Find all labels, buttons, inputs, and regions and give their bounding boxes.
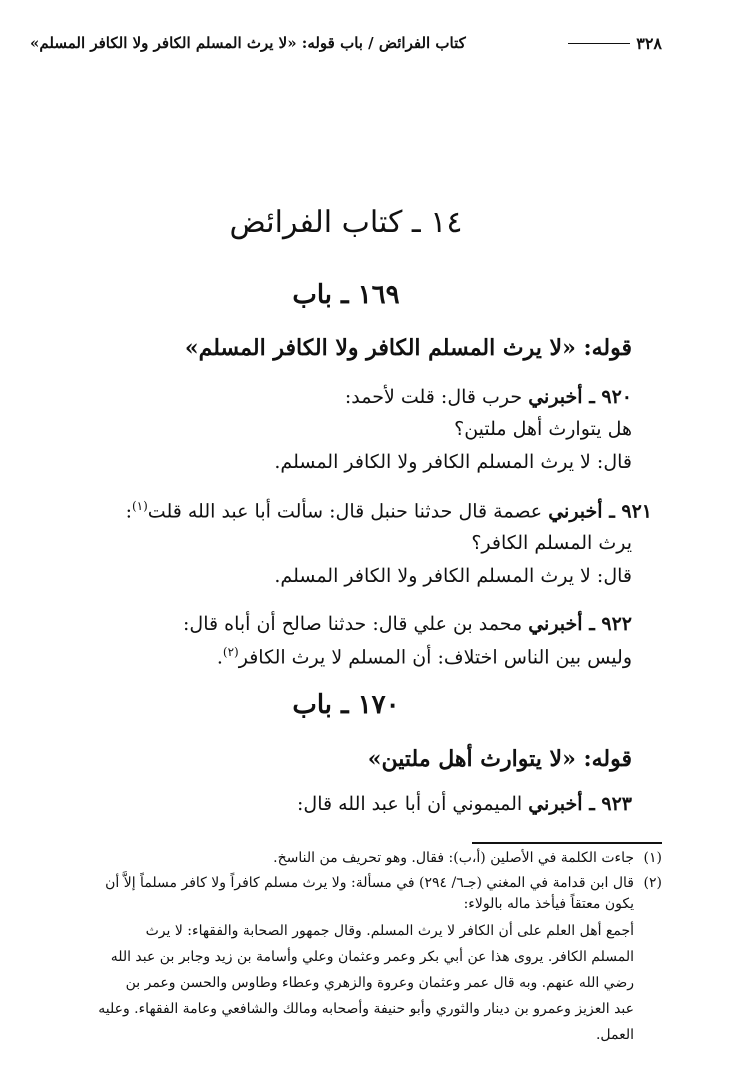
chapter-heading-169: ١٦٩ ـ باب <box>292 280 400 310</box>
footnote-text: قال ابن قدامة في المغني (جـ٦/ ٢٩٤) في مسألة: ولا يرث مسلم كافراً ولا كافر مسلماً إلاَّ أن <box>105 875 634 891</box>
footnote-2-line-5: رضي الله عنهم. وبه قال عمر وعثمان وعروة والزهري وعطاء وطاوس والحسن وعمر بن <box>125 975 634 991</box>
footnote-number: (٢) <box>643 875 662 891</box>
footnote-text: جاءت الكلمة في الأصلين (أ،ب): فقال. وهو تحريف من الناسخ. <box>273 850 634 866</box>
narration-922-line-2 <box>217 645 632 668</box>
footnote-2-line-4: المسلم الكافر. يروى هذا عن أبي بكر وعمر وعثمان وعلي وأسامة بن زيد وجابر بن عبد الله <box>110 949 634 965</box>
running-title: كتاب الفرائض / باب قوله: «لا يرث المسلم الكافر ولا الكافر المسلم» <box>30 34 466 52</box>
narration-number: ٩٢٠ <box>601 386 632 408</box>
footnote-1 <box>30 846 662 870</box>
narration-dash: ـ <box>582 386 602 408</box>
narration-920-line-1 <box>345 386 632 408</box>
narration-text: وليس بين الناس اختلاف: أن المسلم لا يرث الكافر <box>238 646 632 669</box>
narration-opening: أخبرني <box>548 500 603 523</box>
narration-920-line-2: هل يتوارث أهل ملتين؟ <box>454 418 632 440</box>
punctuation: . <box>216 646 223 669</box>
header-rule <box>568 43 630 44</box>
narration-923-line-1 <box>297 793 632 815</box>
book-page <box>30 20 662 1070</box>
narration-number: ٩٢٢ <box>601 613 632 635</box>
narration-number: ٩٢٣ <box>601 793 632 815</box>
narration-dash: ـ <box>602 500 622 523</box>
book-title: ١٤ ـ كتاب الفرائض <box>229 205 463 240</box>
chapter-heading-170: ١٧٠ ـ باب <box>292 690 400 720</box>
narration-opening: أخبرني <box>528 386 583 408</box>
footnote-2-line-3: أجمع أهل العلم على أن الكافر لا يرث المسلم. وقال جمهور الصحابة والفقهاء: لا يرث <box>145 923 634 939</box>
footnote-ref-1[interactable]: (١) <box>131 499 148 513</box>
running-header <box>30 26 662 60</box>
footnote-ref-2[interactable]: (٢) <box>222 645 239 659</box>
footnote-2-line-6: عبد العزيز وعمرو بن دينار والثوري وأبو حنيفة وأصحابه ومالك والشافعي وعامة الفقهاء. وعليه <box>98 1001 634 1017</box>
footnote-separator <box>472 842 662 844</box>
narration-921-line-2: يرث المسلم الكافر؟ <box>471 532 632 554</box>
narration-922-line-1 <box>183 613 632 635</box>
footnote-2 <box>30 871 662 895</box>
narration-text: حرب قال: قلت لأحمد: <box>344 386 523 408</box>
narration-921-line-1 <box>126 499 652 522</box>
narration-920-line-3: قال: لا يرث المسلم الكافر ولا الكافر المسلم. <box>274 451 632 473</box>
narration-text: محمد بن علي قال: حدثنا صالح أن أباه قال: <box>183 613 523 635</box>
narration-921-line-3: قال: لا يرث المسلم الكافر ولا الكافر المسلم. <box>274 565 632 587</box>
footnote-2-line-2: يكون معتقاً فيأخذ ماله بالولاء: <box>463 896 634 912</box>
page-number: ٣٢٨ <box>636 33 662 53</box>
narration-text: عصمة قال حدثنا حنبل قال: سألت أبا عبد الله قلت <box>147 500 543 523</box>
narration-dash: ـ <box>582 613 602 635</box>
chapter-statement-170: قوله: «لا يتوارث أهل ملتين» <box>367 746 632 772</box>
footnote-2-line-7: العمل. <box>595 1027 634 1043</box>
narration-text: الميموني أن أبا عبد الله قال: <box>296 793 523 815</box>
chapter-statement-169: قوله: «لا يرث المسلم الكافر ولا الكافر المسلم» <box>184 335 632 361</box>
narration-dash: ـ <box>582 793 602 815</box>
punctuation: : <box>125 500 132 523</box>
narration-opening: أخبرني <box>528 793 583 815</box>
footnote-number: (١) <box>643 850 662 866</box>
narration-number: ٩٢١ <box>621 500 652 523</box>
narration-opening: أخبرني <box>528 613 583 635</box>
